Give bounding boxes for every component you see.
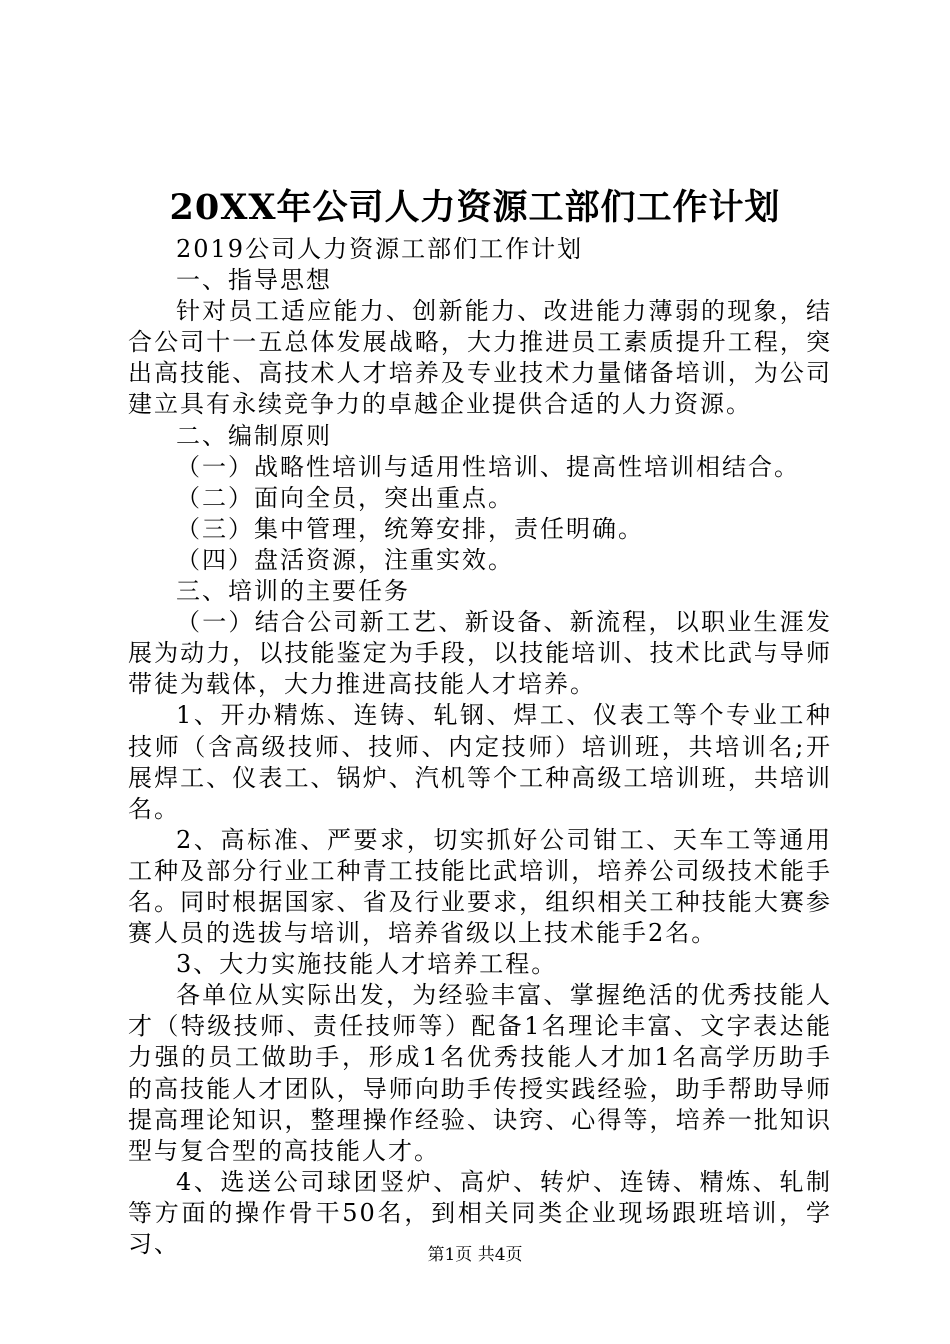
- list-item: （四）盘活资源，注重实效。: [176, 545, 514, 574]
- document-title: 20XX年公司人力资源工部们工作计划: [169, 187, 781, 228]
- paragraph: 3、大力实施技能人才培养工程。: [176, 950, 558, 979]
- section-heading-principles: 二、编制原则: [176, 421, 332, 450]
- list-item: （二）面向全员，突出重点。: [176, 483, 514, 512]
- paragraph: 1、开办精炼、连铸、轧钢、焊工、仪表工等个专业工种技师（含高级技师、技师、内定技师）培训班，共培训名;开展焊工、仪表工、锅炉、汽机等个工种高级工培训班，共培训名。: [128, 701, 832, 823]
- page-footer: 第1页 共4页: [427, 1245, 523, 1265]
- list-item: （一）战略性培训与适用性培训、提高性培训相结合。: [176, 452, 800, 481]
- paragraph: 针对员工适应能力、创新能力、改进能力薄弱的现象，结合公司十一五总体发展战略，大力推进员工素质提升工程，突出高技能、高技术人才培养及专业技术力量储备培训，为公司建立具有永续竞争力的卓越企业提供合适的人力资源。: [128, 297, 832, 419]
- paragraph-subtitle: 2019公司人力资源工部们工作计划: [176, 235, 584, 263]
- section-heading-main-tasks: 三、培训的主要任务: [176, 577, 410, 606]
- section-heading-guiding-ideology: 一、指导思想: [176, 266, 332, 295]
- paragraph: 4、选送公司球团竖炉、高炉、转炉、连铸、精炼、轧制等方面的操作骨干50名，到相关同类企业现场跟班培训，学习、: [128, 1167, 832, 1258]
- list-item: （三）集中管理，统筹安排，责任明确。: [176, 514, 644, 543]
- paragraph: 2、高标准、严要求，切实抓好公司钳工、天车工等通用工种及部分行业工种青工技能比武培训，培养公司级技术能手名。同时根据国家、省及行业要求，组织相关工种技能大赛参赛人员的选拔与培训，培养省级以上技术能手2名。: [128, 825, 832, 948]
- document-body: [128, 234, 832, 1260]
- paragraph: 各单位从实际出发，为经验丰富、掌握绝活的优秀技能人才（特级技师、责任技师等）配备1名理论丰富、文字表达能力强的员工做助手，形成1名优秀技能人才加1名高学历助手的高技能人才团队，导师向助手传授实践经验，助手帮助导师提高理论知识，整理操作经验、诀窍、心得等，培养一批知识型与复合型的高技能人才。: [128, 981, 832, 1165]
- paragraph: （一）结合公司新工艺、新设备、新流程，以职业生涯发展为动力，以技能鉴定为手段，以技能培训、技术比武与导师带徒为载体，大力推进高技能人才培养。: [128, 608, 832, 699]
